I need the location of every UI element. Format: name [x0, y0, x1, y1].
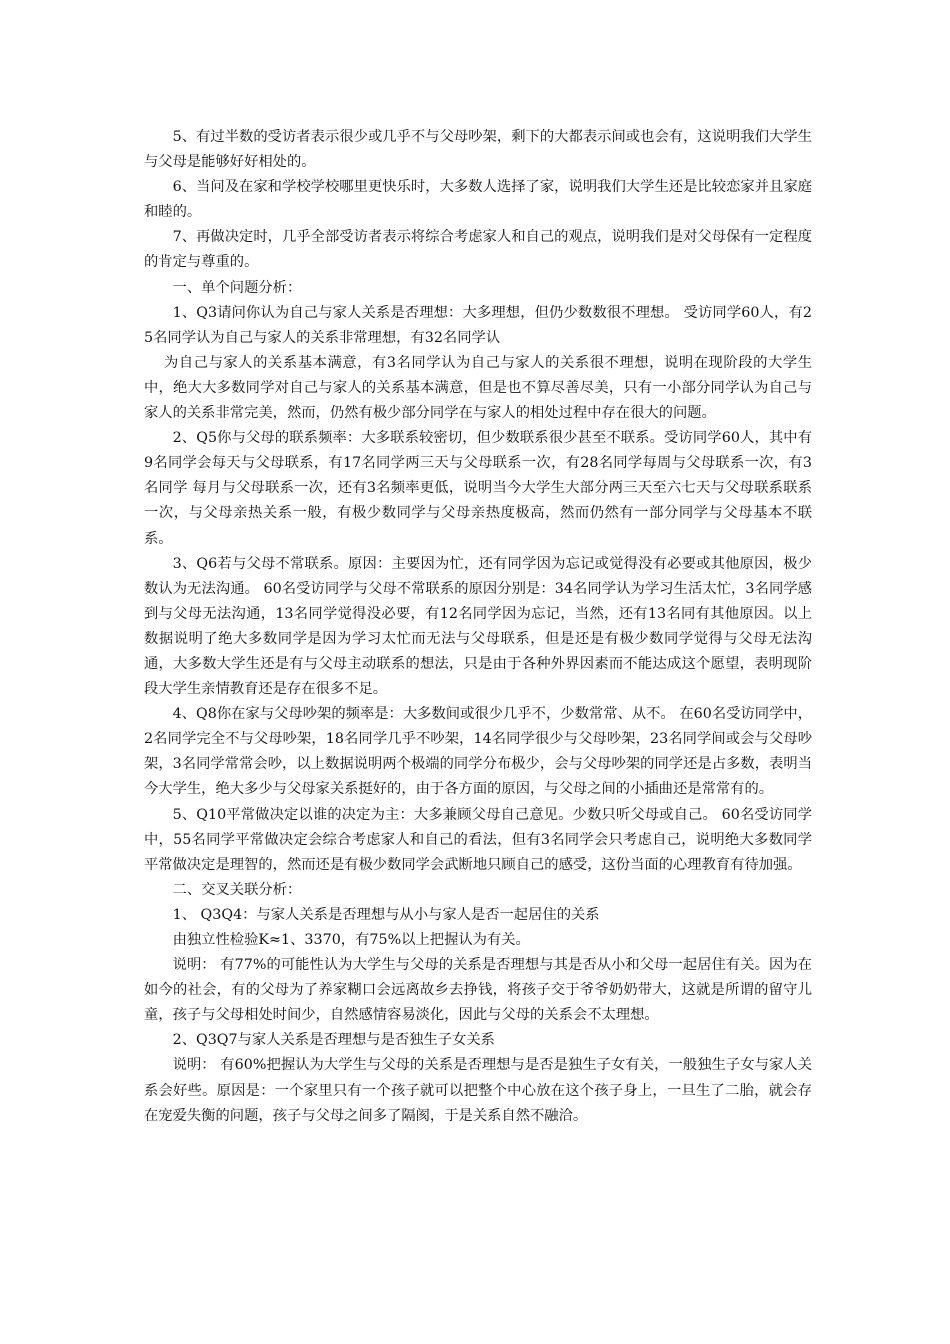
paragraph-q3-part2: 为自己与家人的关系基本满意，有3名同学认为自己与家人的关系很不理想，说明在现阶段的大学生中，绝大大多数同学对自己与家人的关系基本满意，但是也不算尽善尽美，只有一小部分同学认为自己与家人的关系非常完美，然而，仍然有极少部分同学在与家人的相处过程中存在很大的问题。: [144, 354, 812, 422]
paragraph-q8: 4、Q8你在家与父母吵架的频率是：大多数间或很少几乎不，少数常常、从不。 在60名受访同学中，2名同学完全不与父母吵架，18名同学几乎不吵架，14名同学很少与父母吵架，23名同学间或会与父母吵架，3名同学常常会吵，以上数据说明两个极端的同学分布极少，会与父母吵架的同学还是占多数，表明当今大学生，绝大多少与父母家关系挺好的，由于各方面的原因，与父母之间的小插曲还是常常有的。: [144, 706, 812, 798]
paragraph-q5: 2、Q5你与父母的联系频率：大多联系较密切，但少数联系很少甚至不联系。受访同学60人，其中有9名同学会每天与父母联系，有17名同学两三天与父母联系一次，有28名同学每周与父母联系一次，有3名同学 每月与父母联系一次，还有3名频率更低，说明当今大学生大部分两三天至六七天与父母联系联系一次，与父母亲热关系一般，有极少数同学与父母亲热度极高，然而仍然有一部分同学与父母基本不联系。: [144, 430, 812, 547]
paragraph-q10: 5、Q10平常做决定以谁的决定为主：大多兼顾父母自己意见。少数只听父母或自己。 60名受访同学中，55名同学平常做决定会综合考虑家人和自己的看法，但有3名同学会只考虑自己，说明绝大多数同学平常做决定是理智的，然而还是有极少数同学会武断地只顾自己的感受，这份当面的心理教育有待加强。: [144, 806, 812, 873]
paragraph-summary-6: 6、当问及在家和学校学校哪里更快乐时，大多数人选择了家，说明我们大学生还是比较恋家并且家庭和睦的。: [144, 179, 812, 221]
paragraph-q3q7-explanation: 说明： 有60%把握认为大学生与父母的关系是否理想与是否是独生子女有关，一般独生子女与家人关系会好些。原因是：一个家里只有一个孩子就可以把整个中心放在这个孩子身上，一旦生了二胎，就会存在宠爱失衡的问题，孩子与父母之间多了隔阂，于是关系自然不融洽。: [144, 1057, 812, 1124]
paragraph-q3q4-title: 1、 Q3Q4：与家人关系是否理想与从小与家人是否一起居住的关系: [172, 906, 600, 923]
paragraph-q3-part1: 1、Q3请问你认为自己与家人关系是否理想：大多理想，但仍少数数很不理想。 受访同学60人，有25名同学认为自己与家人的关系非常理想，有32名同学认: [144, 304, 812, 346]
paragraph-q6: 3、Q6若与父母不常联系。原因：主要因为忙，还有同学因为忘记或觉得没有必要或其他原因，极少数认为无法沟通。 60名受访同学与父母不常联系的原因分别是：34名同学认为学习生活太忙，3名同学感到与父母无法沟通，13名同学觉得没必要，有12名同学因为忘记，当然，还有13名同有其他原因。以上数据说明了绝大多数同学是因为学习太忙而无法与父母联系，但是还是有极少数同学觉得与父母无法沟通，大多数大学生还是有与父母主动联系的想法，只是由于各种外界因素而不能达成这个愿望，表明现阶段大学生亲情教育还是存在很多不足。: [144, 555, 812, 698]
paragraph-q3q4-test: 由独立性检验K≈1、3370，有75%以上把握认为有关。: [172, 932, 530, 948]
paragraph-q3q7-title: 2、Q3Q7与家人关系是否理想与是否独生子女关系: [172, 1032, 495, 1049]
document-page: [144, 125, 812, 1129]
section-heading-single-question: 一、单个问题分析：: [172, 279, 302, 296]
section-heading-cross-analysis: 二、交叉关联分析：: [172, 881, 302, 898]
paragraph-summary-5: 5、有过半数的受访者表示很少或几乎不与父母吵架，剩下的大都表示间或也会有，这说明我们大学生与父母是能够好好相处的。: [144, 129, 812, 171]
paragraph-summary-7: 7、再做决定时，几乎全部受访者表示将综合考虑家人和自己的观点，说明我们是对父母保有一定程度的肯定与尊重的。: [144, 229, 812, 271]
paragraph-q3q4-explanation: 说明： 有77%的可能性认为大学生与父母的关系是否理想与其是否从小和父母一起居住有关。因为在如今的社会，有的父母为了养家糊口会远离故乡去挣钱，将孩子交于爷爷奶奶带大，这就是所谓的留守儿童，孩子与父母相处时间少，自然感情容易淡化，因此与父母的关系会不太理想。: [144, 957, 812, 1024]
